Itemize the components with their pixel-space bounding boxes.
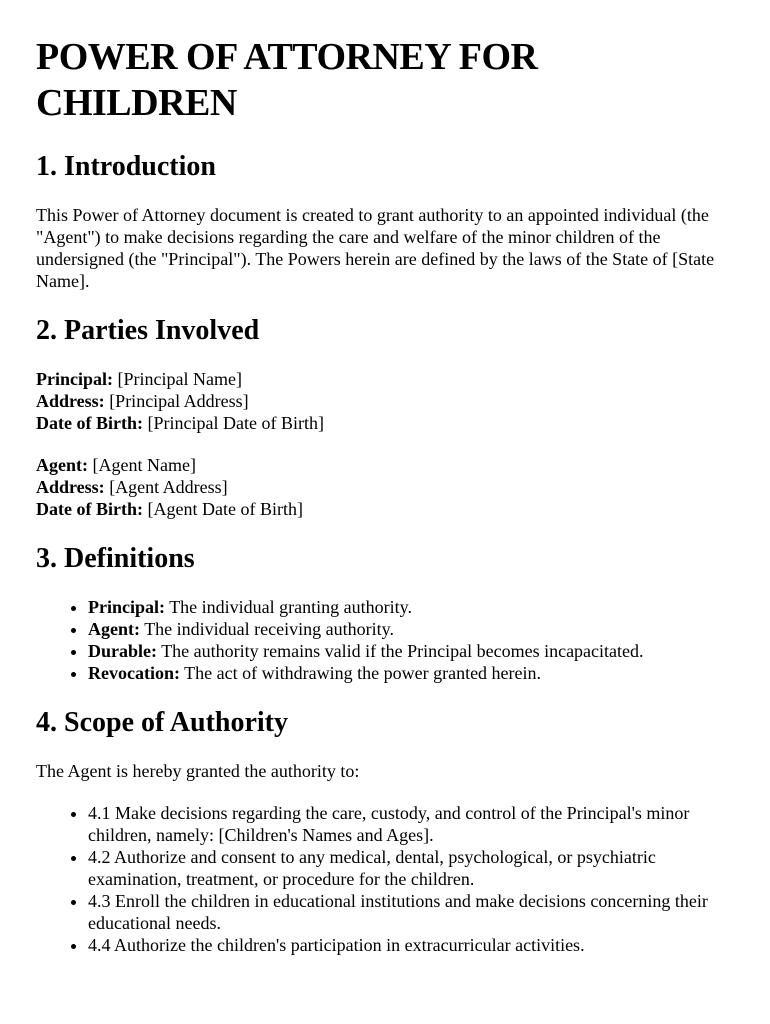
- section-heading-parties: 2. Parties Involved: [36, 315, 260, 346]
- principal-name-label: Principal:: [36, 369, 113, 389]
- scope-list: [36, 802, 734, 956]
- agent-address-value: [Agent Address]: [109, 477, 228, 497]
- definition-text: The authority remains valid if the Principal becomes incapacitated.: [161, 641, 644, 661]
- definition-term: Revocation:: [88, 663, 180, 683]
- scope-intro: The Agent is hereby granted the authority to:: [36, 761, 360, 781]
- definition-text: The individual receiving authority.: [144, 619, 394, 639]
- agent-block: [36, 454, 734, 520]
- agent-dob-line: [36, 498, 734, 520]
- list-item: • 4.1 Make decisions regarding the care, custody, and control of the Principal's minor children, namely: [Children's Names and Ages].: [88, 802, 734, 846]
- introduction-paragraph: This Power of Attorney document is created to grant authority to an appointed individual (the "Agent") to make decisions regarding the care and welfare of the minor children of the undersigned (the "Principal"). The Powers herein are defined by the laws of the State of [State Name].: [36, 205, 715, 291]
- section-heading-introduction: 1. Introduction: [36, 151, 216, 182]
- document-title: POWER OF ATTORNEY FOR CHILDREN: [36, 36, 538, 124]
- definitions-list: [36, 596, 734, 684]
- list-item: • 4.2 Authorize and consent to any medical, dental, psychological, or psychiatric examination, treatment, or procedure for the children.: [88, 846, 734, 890]
- section-heading-definitions: 3. Definitions: [36, 543, 195, 574]
- list-item: • 4.4 Authorize the children's participation in extracurricular activities.: [88, 934, 734, 956]
- section-heading-scope: 4. Scope of Authority: [36, 707, 288, 738]
- list-item: [88, 596, 734, 618]
- agent-dob-label: Date of Birth:: [36, 499, 143, 519]
- principal-address-value: [Principal Address]: [109, 391, 249, 411]
- list-item: [88, 640, 734, 662]
- definition-term: Durable:: [88, 641, 157, 661]
- list-item: [88, 662, 734, 684]
- principal-block: [36, 368, 734, 434]
- definition-term: Agent:: [88, 619, 140, 639]
- agent-name-line: [36, 454, 734, 476]
- agent-name-value: [Agent Name]: [92, 455, 196, 475]
- section-definitions: [36, 542, 734, 684]
- definition-text: The individual granting authority.: [169, 597, 412, 617]
- principal-dob-label: Date of Birth:: [36, 413, 143, 433]
- agent-address-line: [36, 476, 734, 498]
- principal-dob-line: [36, 412, 734, 434]
- definition-text: The act of withdrawing the power granted herein.: [184, 663, 542, 683]
- agent-dob-value: [Agent Date of Birth]: [147, 499, 303, 519]
- section-parties: [36, 314, 734, 520]
- definition-term: Principal:: [88, 597, 165, 617]
- list-item: [88, 618, 734, 640]
- section-introduction: [36, 150, 734, 292]
- section-scope: [36, 706, 734, 956]
- principal-address-line: [36, 390, 734, 412]
- list-item: • 4.3 Enroll the children in educational institutions and make decisions concerning their educational needs.: [88, 890, 734, 934]
- principal-name-line: [36, 368, 734, 390]
- principal-dob-value: [Principal Date of Birth]: [147, 413, 324, 433]
- principal-address-label: Address:: [36, 391, 105, 411]
- agent-name-label: Agent:: [36, 455, 88, 475]
- principal-name-value: [Principal Name]: [117, 369, 242, 389]
- agent-address-label: Address:: [36, 477, 105, 497]
